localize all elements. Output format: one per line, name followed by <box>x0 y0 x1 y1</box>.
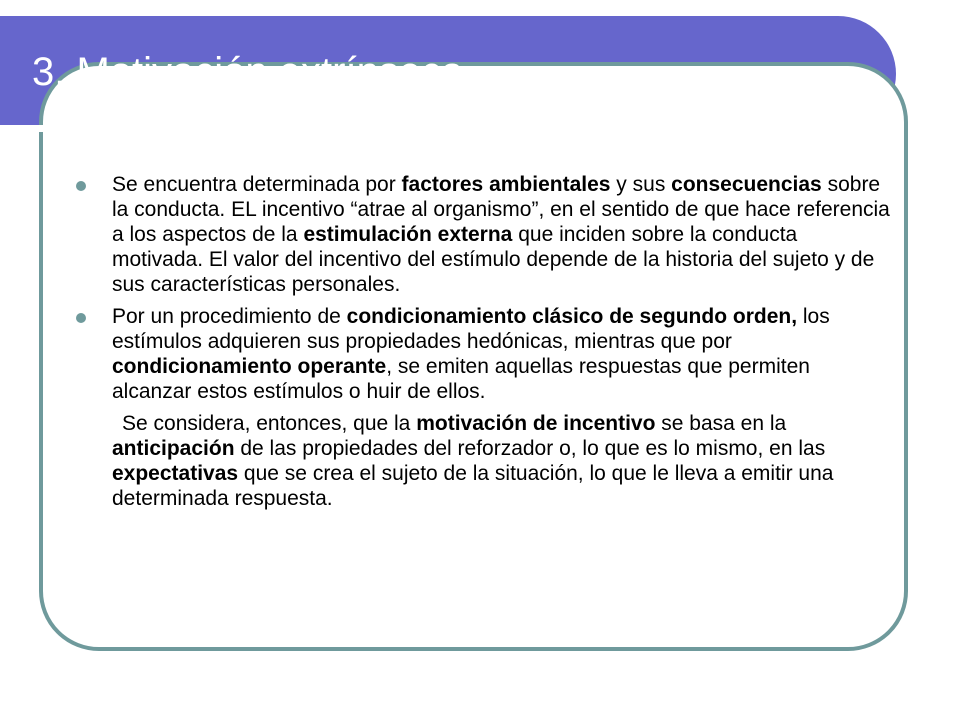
bold-term: consecuencias <box>671 173 822 196</box>
bold-term: estimulación externa <box>303 223 513 246</box>
bold-term: condicionamiento clásico de segundo orden, <box>346 305 798 328</box>
bold-term: factores ambientales <box>401 173 611 196</box>
bold-term: condicionamiento operante <box>112 355 387 378</box>
text-run: que se crea el sujeto de la situación, lo que le lleva a emitir una determinada respuesta. <box>112 462 834 510</box>
bold-term: anticipación <box>112 437 235 460</box>
continuation-paragraph <box>112 411 892 511</box>
text-run: y sus <box>610 173 672 196</box>
bold-term: motivación de incentivo <box>416 412 656 435</box>
bullet-text <box>112 305 830 403</box>
text-run: sobre la conducta. EL incentivo “atrae al organismo”, en el sentido de que hace referencia a los aspectos de la <box>112 173 890 246</box>
bullet-item-1 <box>112 172 892 297</box>
bullet-dot-icon <box>76 313 86 323</box>
text-run: Por un procedimiento de <box>112 305 347 328</box>
text-run: Se considera, entonces, que la <box>122 412 417 435</box>
bullet-dot-icon <box>76 181 86 191</box>
paragraph-text <box>112 412 833 510</box>
slide-body <box>112 172 892 518</box>
text-run: los estímulos adquieren sus propiedades hedónicas, mientras que por <box>112 305 830 353</box>
bullet-item-2 <box>112 304 892 404</box>
text-run: , se emiten aquellas respuestas que permiten alcanzar estos estímulos o huir de ellos. <box>112 355 810 403</box>
text-run: de las propiedades del reforzador o, lo que es lo mismo, en las <box>234 437 826 460</box>
slide-title: 3. Motivación extrínseca <box>32 50 464 94</box>
title-underline <box>0 125 848 132</box>
text-run: se basa en la <box>655 412 787 435</box>
bullet-text <box>112 173 890 296</box>
text-run: que inciden sobre la conducta motivada. El valor del incentivo del estímulo depende de la historia del sujeto y de sus características personales. <box>112 223 875 296</box>
text-run: Se encuentra determinada por <box>112 173 402 196</box>
bold-term: expectativas <box>112 462 239 485</box>
